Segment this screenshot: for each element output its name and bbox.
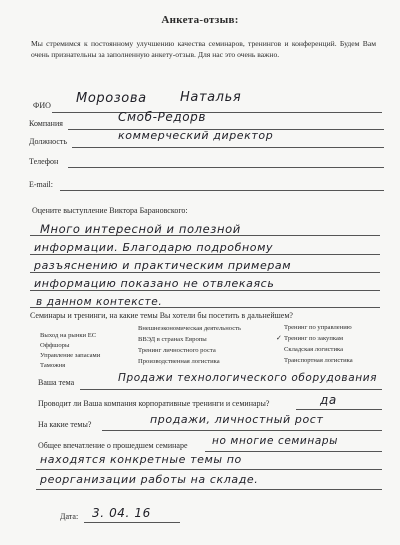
email-line xyxy=(60,190,384,191)
impression-line-3 xyxy=(36,489,382,490)
topic-warehouse-logistics: Складская логистика xyxy=(284,346,343,353)
topic-inventory: Управление запасами xyxy=(40,352,101,359)
topic-offshore: Оффшоры xyxy=(40,342,70,349)
phone-label: Телефон xyxy=(29,157,59,166)
fio-name: Наталья xyxy=(180,90,242,105)
your-topic-line xyxy=(80,389,382,390)
fio-surname: Морозова xyxy=(76,91,147,106)
fio-label: ФИО xyxy=(33,101,51,110)
evaluation-question: Оцените выступление Виктора Барановского: xyxy=(32,206,188,215)
phone-line xyxy=(68,167,384,168)
impression-question: Общее впечатление о прошедшем семинаре xyxy=(38,441,188,450)
company-value: Смоб-Редорв xyxy=(118,110,207,124)
corporate-topics-label: На какие темы? xyxy=(38,420,92,429)
corporate-question: Проводит ли Ваша компания корпоративные тренинги и семинары? xyxy=(38,399,270,408)
evaluation-line-4 xyxy=(30,290,380,291)
topic-customs: Таможня xyxy=(40,362,66,369)
impression-line-1 xyxy=(205,451,382,452)
intro-text: Мы стремимся к постоянному улучшению качества семинаров, тренингов и конференций. Будем Вам очень признательны за заполненную анкету-отзыв. Для нас это очень важно. xyxy=(31,39,376,59)
corporate-answer-line xyxy=(296,409,382,410)
evaluation-answer-2: информации. Благодарю подробному xyxy=(34,241,274,254)
topic-vved-europe: ВВЭД в странах Европы xyxy=(138,336,207,343)
topic-eu-markets: Выход на рынки ЕС xyxy=(40,332,97,339)
evaluation-answer-4: информацию показано не отвлекаясь xyxy=(34,277,275,290)
evaluation-answer-3: разъяснению и практическим примерам xyxy=(34,259,292,272)
fio-line xyxy=(52,112,382,113)
topic-personal-growth: Тренинг личностного роста xyxy=(138,347,216,354)
date-label: Дата: xyxy=(60,512,79,521)
corporate-topics-line xyxy=(102,430,382,431)
date-value: 3. 04. 16 xyxy=(92,506,151,520)
topic-management: Тренинг по управлению xyxy=(284,324,352,331)
company-label: Компания xyxy=(29,119,63,128)
topic-purchasing: Тренинг по закупкам xyxy=(284,335,344,342)
your-topic-label: Ваша тема xyxy=(38,378,75,387)
evaluation-answer-5: в данном контексте. xyxy=(36,296,163,308)
topics-question: Семинары и тренинги, на какие темы Вы хотели бы посетить в дальнейшем? xyxy=(30,311,293,320)
topic-production-logistics: Производственная логистика xyxy=(138,358,220,365)
evaluation-line-2 xyxy=(30,254,380,255)
email-label: E-mail: xyxy=(29,180,53,189)
impression-answer-2: находятся конкретные темы по xyxy=(40,453,242,466)
topic-foreign-trade: Внешнеэкономическая деятельность xyxy=(138,325,242,332)
date-line xyxy=(84,522,180,523)
impression-answer-1: но многие семинары xyxy=(212,435,339,447)
position-value: коммерческий директор xyxy=(118,129,274,142)
position-label: Должность xyxy=(29,137,68,146)
topic-transport-logistics: Транспортная логистика xyxy=(284,357,353,364)
your-topic-value: Продажи технологического оборудования xyxy=(118,372,378,384)
form-title: Анкета-отзыв: xyxy=(161,14,239,26)
impression-line-2 xyxy=(36,469,382,470)
checkmark-icon: ✓ xyxy=(276,334,282,342)
impression-answer-3: реорганизации работы на складе. xyxy=(40,473,259,486)
position-line xyxy=(72,147,384,148)
corporate-topics-value: продажи, личностный рост xyxy=(150,413,324,426)
evaluation-answer-1: Много интересной и полезной xyxy=(40,222,241,236)
corporate-answer: да xyxy=(320,393,337,407)
evaluation-line-3 xyxy=(30,272,380,273)
